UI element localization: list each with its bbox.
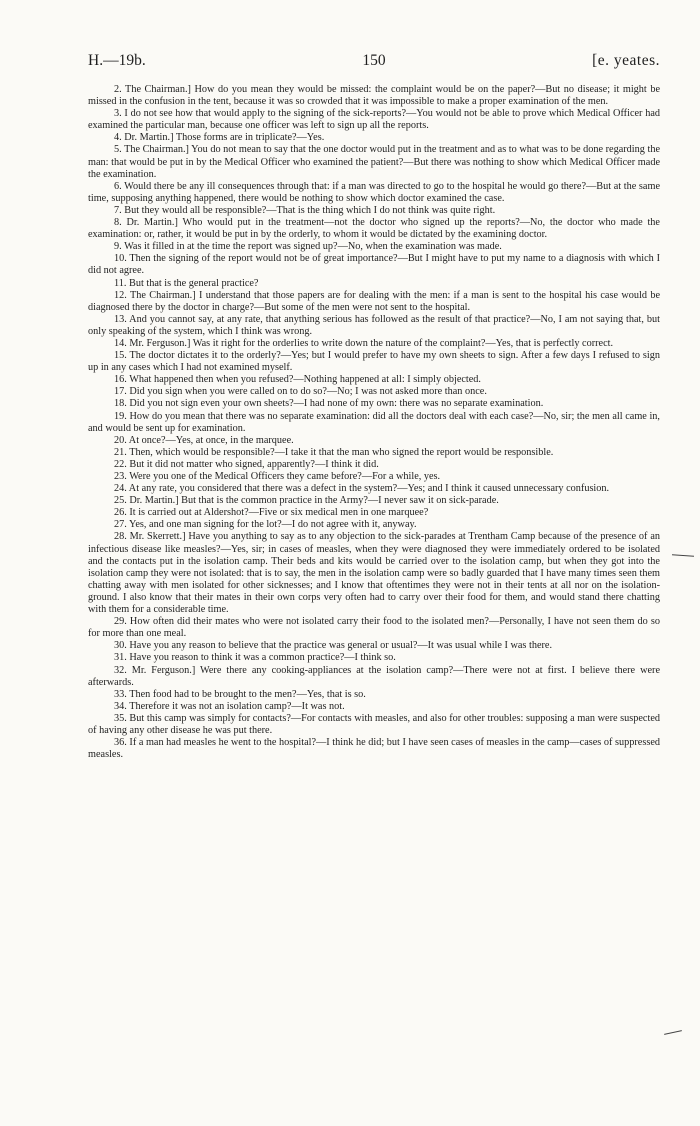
testimony-paragraph: 7. But they would all be responsible?—That is the thing which I do not think was quite right.	[114, 204, 496, 216]
testimony-paragraph: 10. Then the signing of the report would not be of great importance?—But I might have to put my name to a diagnosis with which I did not agree.	[88, 253, 660, 277]
margin-mark-top	[672, 554, 694, 557]
page-body	[88, 84, 660, 761]
page-header	[88, 52, 660, 72]
testimony-paragraph: 14. Mr. Ferguson.] Was it right for the orderlies to write down the nature of the complaint?—Yes, that is perfectly correct.	[114, 337, 614, 349]
testimony-paragraph: 28. Mr. Skerrett.] Have you anything to say as to any objection to the sick-parades at Trentham Camp because of the presence of an infectious disease like measles?—Yes, sir; in cases of measles, when they were diagnosed they were immediately ordered to be isolated and the contacts put in the isolation camp. Their beds and kits would be carried over to the isolation camp, but when they got into the isolation camp they were not isolated: that is to say, the men in the isolation camp were so badly guarded that I have many times seen them chatting away with men isolated for other sicknesses; and I know that oftentimes they were not in their tents at all nor on the isolation-ground. I also know that their mates in their own corps very often had to carry over their food for them, and would stand there chatting with them for a considerable time.	[88, 531, 660, 616]
testimony-paragraph: 30. Have you any reason to believe that the practice was general or usual?—It was usual while I was there.	[114, 640, 553, 652]
testimony-paragraph: 33. Then food had to be brought to the men?—Yes, that is so.	[114, 688, 366, 700]
testimony-paragraph: 2. The Chairman.] How do you mean they would be missed: the complaint would be on the paper?—But no disease; it might be missed in the confusion in the tent, because it was so crowded that it was impossible to make a proper examination of the men.	[88, 84, 660, 108]
testimony-paragraph: 13. And you cannot say, at any rate, that anything serious has followed as the result of that practice?—No, I am not saying that, but only speaking of the system, which I think was wrong.	[88, 313, 660, 337]
testimony-paragraph: 32. Mr. Ferguson.] Were there any cooking-appliances at the isolation camp?—There were not at first. I believe there were afterwards.	[88, 664, 660, 688]
testimony-paragraph: 11. But that is the general practice?	[114, 277, 259, 289]
testimony-paragraph: 22. But it did not matter who signed, apparently?—I think it did.	[114, 458, 379, 470]
testimony-paragraph: 6. Would there be any ill consequences through that: if a man was directed to go to the hospital he would go there?—But at the same time, supposing anything happened, there would be nothing to show which doctor examined the case.	[88, 180, 660, 204]
testimony-paragraph: 20. At once?—Yes, at once, in the marquee.	[114, 434, 294, 446]
testimony-paragraph: 21. Then, which would be responsible?—I take it that the man who signed the report would be responsible.	[114, 446, 554, 458]
testimony-paragraph: 8. Dr. Martin.] Who would put in the treatment—not the doctor who signed up the reports?—No, the doctor who made the examination: or, rather, it would be put in by the orderly, to whom it would be dictated by the examining doctor.	[88, 217, 660, 241]
testimony-paragraph: 4. Dr. Martin.] Those forms are in triplicate?—Yes.	[114, 132, 325, 144]
testimony-paragraph: 9. Was it filled in at the time the report was signed up?—No, when the examination was made.	[114, 241, 502, 253]
testimony-paragraph: 36. If a man had measles he went to the hospital?—I think he did; but I have seen cases of measles in the camp—cases of suppressed measles.	[88, 737, 660, 761]
testimony-paragraph: 15. The doctor dictates it to the orderly?—Yes; but I would prefer to have my own sheets to sign. After a few days I refused to sign up in any cases which I had not examined myself.	[88, 350, 660, 374]
page-number: 150	[362, 52, 386, 69]
testimony-paragraph: 24. At any rate, you considered that there was a defect in the system?—Yes; and I think it caused unnecessary confusion.	[114, 483, 610, 495]
testimony-paragraph: 12. The Chairman.] I understand that those papers are for dealing with the men: if a man is sent to the hospital his case would be diagnosed there by the doctor in charge?—But some of the men were not sent to the hospital.	[88, 289, 660, 313]
testimony-paragraph: 25. Dr. Martin.] But that is the common practice in the Army?—I never saw it on sick-parade.	[114, 495, 499, 507]
testimony-paragraph: 35. But this camp was simply for contacts?—For contacts with measles, and also for other troubles: supposing a man were suspected of having any other disease he was put there.	[88, 712, 660, 736]
testimony-paragraph: 3. I do not see how that would apply to the signing of the sick-reports?—You would not be able to prove which Medical Officer had examined the particular man, because one officer was left to sign up all the reports.	[88, 108, 660, 132]
witness-name: [e. yeates.	[592, 52, 660, 69]
report-reference: H.—19b.	[88, 52, 146, 69]
margin-mark-bottom	[664, 1030, 682, 1035]
testimony-paragraph: 18. Did you not sign even your own sheets?—I had none of my own: there was no separate examination.	[114, 398, 544, 410]
testimony-paragraph: 31. Have you reason to think it was a common practice?—I think so.	[114, 652, 396, 664]
testimony-paragraph: 19. How do you mean that there was no separate examination: did all the doctors deal with each case?—No, sir; the men all came in, and would be sent up for examination.	[88, 410, 660, 434]
testimony-paragraph: 29. How often did their mates who were not isolated carry their food to the isolated men?—Personally, I have not seen them do so for more than one meal.	[88, 616, 660, 640]
testimony-paragraph: 5. The Chairman.] You do not mean to say that the one doctor would put in the treatment and as to what was to be done regarding the man: that would be put in by the Medical Officer who examined the patient?—But there was nothing to show which Medical Officer made the examination.	[88, 144, 660, 180]
testimony-paragraph: 16. What happened then when you refused?—Nothing happened at all: I simply objected.	[114, 374, 481, 386]
testimony-paragraph: 17. Did you sign when you were called on to do so?—No; I was not asked more than once.	[114, 386, 487, 398]
testimony-paragraph: 27. Yes, and one man signing for the lot?—I do not agree with it, anyway.	[114, 519, 417, 531]
testimony-paragraph: 23. Were you one of the Medical Officers they came before?—For a while, yes.	[114, 471, 441, 482]
testimony-paragraph: 26. It is carried out at Aldershot?—Five or six medical men in one marquee?	[114, 507, 429, 519]
testimony-paragraph: 34. Therefore it was not an isolation camp?—It was not.	[114, 700, 345, 712]
